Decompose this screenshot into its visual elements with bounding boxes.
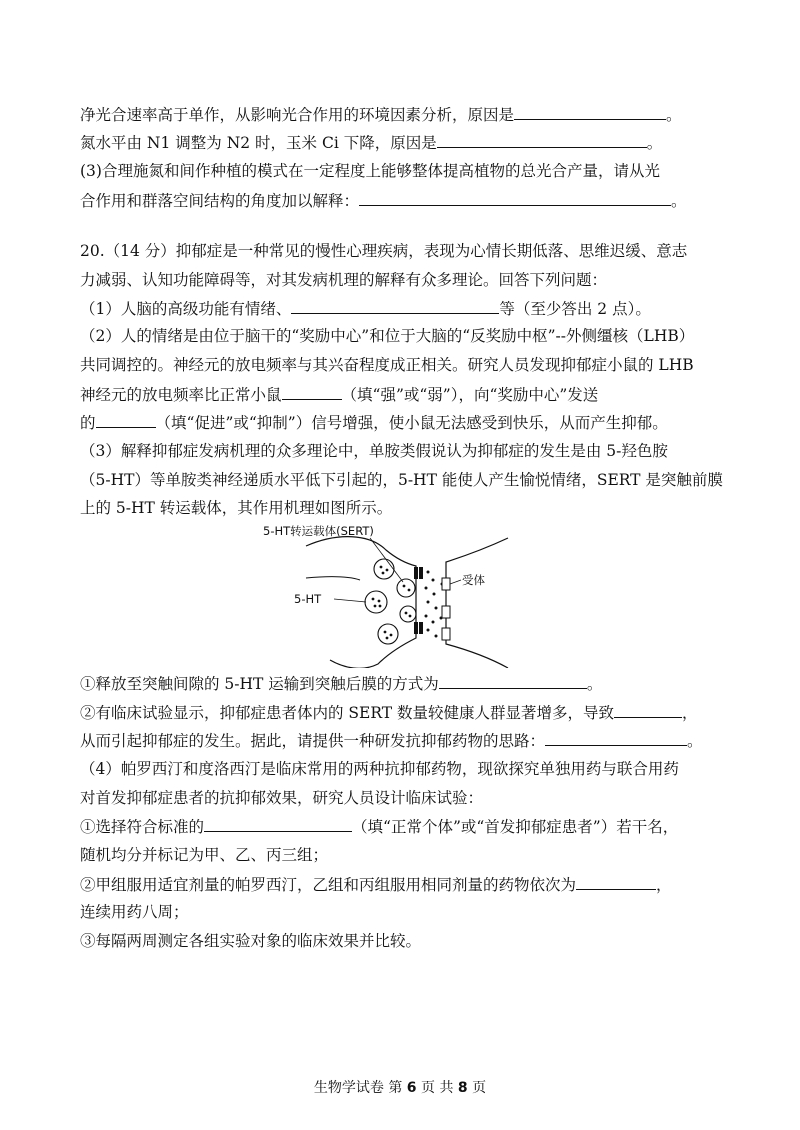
text-line: （3）解释抑郁症发病机理的众多理论中，单胺类假说认为抑郁症的发生是由 5-羟色胺: [80, 442, 668, 460]
5ht-label: 5-HT: [294, 592, 322, 606]
answer-blank[interactable]: [514, 104, 666, 120]
text-line: (3)合理施氮和间作种植的模式在一定程度上能够整体提高植物的总光合产量，请从光: [80, 162, 660, 180]
text-line: ②甲组服用适宜剂量的帕罗西汀，乙组和丙组服用相同剂量的药物依次为 ，: [80, 876, 672, 894]
text-line: （4）帕罗西汀和度洛西汀是临床常用的两种抗抑郁药物，现欲探究单独用药与联合用药: [80, 760, 679, 778]
question-20-title: 20.（14 分）抑郁症是一种常见的慢性心理疾病，表现为心情长期低落、思维迟缓、意志: [80, 242, 688, 260]
answer-blank[interactable]: [204, 816, 352, 832]
text-line: 力减弱、认知功能障碍等，对其发病机理的解释有众多理论。回答下列问题：: [80, 271, 608, 289]
text-line: 从而引起抑郁症的发生。据此，请提供一种研发抗抑郁药物的思路： 。: [80, 732, 703, 750]
text-line: 神经元的放电频率比正常小鼠 （填“强”或“弱”），向“奖励中心”发送: [80, 386, 599, 404]
text-line: 的 （填“促进”或“抑制”）信号增强，使小鼠无法感受到快乐，从而产生抑郁。: [80, 414, 668, 432]
page-total: 8: [457, 1080, 468, 1096]
text-line: ③每隔两周测定各组实验对象的临床效果并比较。: [80, 932, 422, 950]
text-line: （1）人脑的高级功能有情绪、 等（至少答出 2 点）。: [80, 300, 651, 318]
answer-blank[interactable]: [359, 190, 671, 206]
text-line: 随机均分并标记为甲、乙、丙三组；: [80, 846, 329, 864]
text-line: 共同调控的。神经元的放电频率与其兴奋程度成正相关。研究人员发现抑郁症小鼠的 LHB: [80, 356, 694, 374]
text-line: 净光合速率高于单作，从影响光合作用的环境因素分析，原因是 。: [80, 106, 682, 124]
page-number: 6: [406, 1080, 417, 1096]
text-line: 对首发抑郁症患者的抗抑郁效果，研究人员设计临床试验：: [80, 789, 484, 807]
text-line: 上的 5-HT 转运载体，其作用机理如图所示。: [80, 499, 393, 517]
answer-blank[interactable]: [576, 874, 656, 890]
text-line: 氮水平由 N1 调整为 N2 时，玉米 Ci 下降，原因是 。: [80, 134, 663, 152]
text-line: 连续用药八周；: [80, 903, 189, 921]
receptor-label: 受体: [462, 573, 485, 587]
text-line: ①释放至突触间隙的 5-HT 运输到突触后膜的方式为 。: [80, 675, 603, 693]
sert-label: 5-HT转运载体(SERT): [263, 524, 374, 538]
text-line: （5-HT）等单胺类神经递质水平低下引起的，5-HT 能使人产生愉悦情绪，SERT 是突触前膜: [80, 471, 723, 489]
answer-blank[interactable]: [282, 384, 342, 400]
answer-blank[interactable]: [545, 730, 687, 746]
answer-blank[interactable]: [437, 132, 647, 148]
synapse-diagram: [258, 522, 520, 668]
answer-blank[interactable]: [614, 702, 682, 718]
answer-blank[interactable]: [291, 298, 499, 314]
answer-blank[interactable]: [96, 412, 156, 428]
text-line: 合作用和群落空间结构的角度加以解释： 。: [80, 192, 687, 210]
text-line: ②有临床试验显示，抑郁症患者体内的 SERT 数量较健康人群显著增多，导致 ，: [80, 704, 698, 722]
page-footer: 生物学试卷 第 6 页 共 8 页: [313, 1080, 487, 1096]
text-line: ①选择符合标准的 （填“正常个体”或“首发抑郁症患者”）若干名，: [80, 818, 679, 836]
answer-blank[interactable]: [439, 673, 587, 689]
text-line: （2）人的情绪是由位于脑干的“奖励中心”和位于大脑的“反奖励中枢”--外侧缰核（LHB）: [80, 327, 695, 345]
